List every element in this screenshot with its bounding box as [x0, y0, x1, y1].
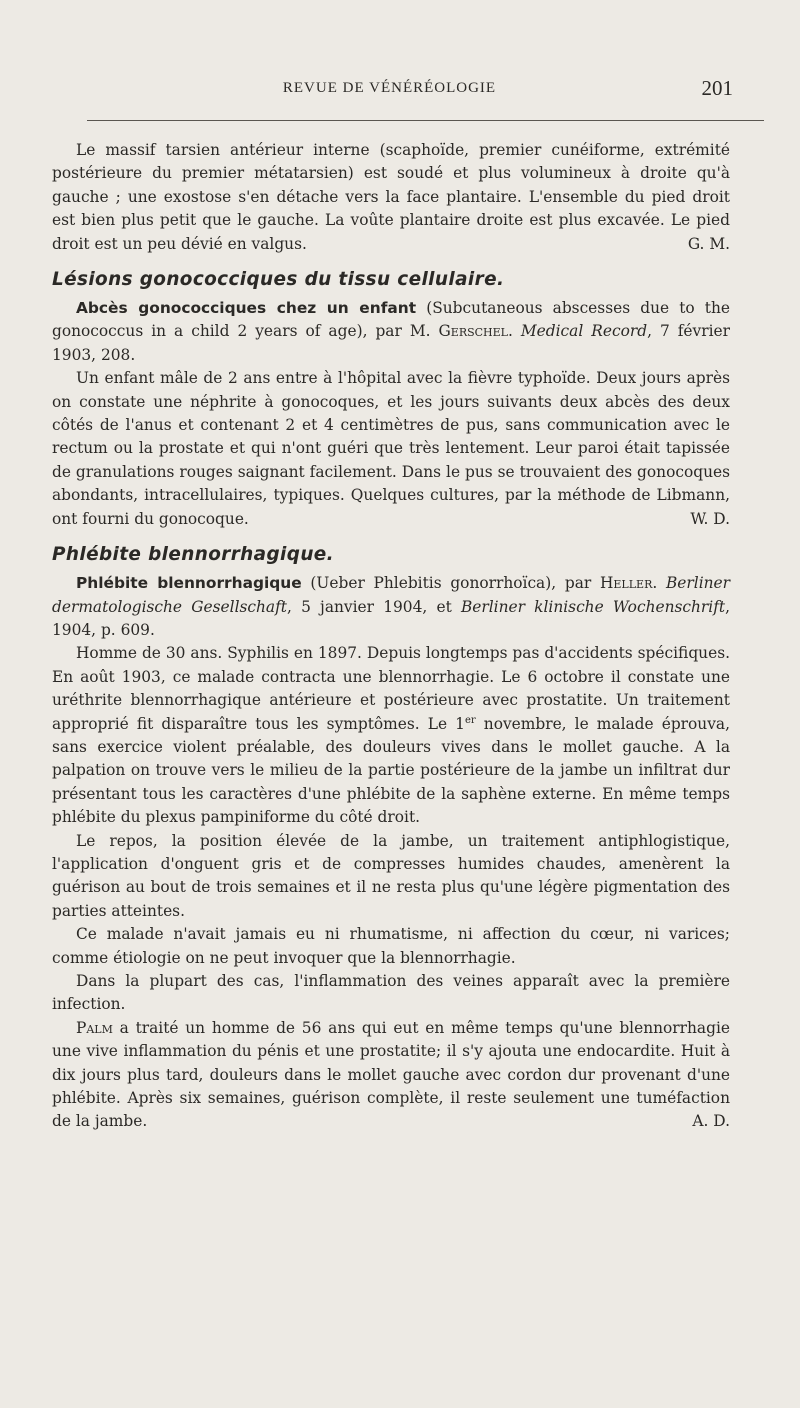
- phlebite-paragraph-5: [52, 1017, 730, 1134]
- intro-text: Le massif tarsien antérieur interne (scaphoïde, premier cunéiforme, extrémité postérieure du premier métatarsien) est soudé et plus volumineux à droite qu'à gauche ; une exostose s'en détache vers la face plantaire. L'ensemble du pied droit est bien plus petit que le gauche. La voûte plantaire droite est plus excavée. Le pied droit est un peu dévié en valgus.: [52, 141, 730, 253]
- abces-article-title: Abcès gonococciques chez un enfant: [76, 299, 417, 318]
- section-title-phlebite: Phlébite blennorrhagique.: [52, 544, 335, 566]
- phlebite-article-title: Phlébite blennorrhagique: [76, 574, 302, 593]
- intro-signature: G. M.: [687, 234, 730, 253]
- phlebite-paragraph-3: Ce malade n'avait jamais eu ni rhumatisme, ni affection du cœur, ni varices; comme étiologie on ne peut invoquer que la blennorrhagie.: [52, 925, 730, 967]
- phlebite-paragraph-1: [52, 642, 730, 829]
- phlebite-paragraph-2: Le repos, la position élevée de la jambe, un traitement antiphlogistique, l'application d'onguent gris et de compresses humides chaudes, amenèrent la guérison au bout de trois semaines et il ne resta plus qu'une légère pigmentation des parties atteintes.: [52, 831, 730, 920]
- phlebite-signature: A. D.: [692, 1112, 730, 1131]
- abces-ref-after: , 7 février 1903, 208.: [52, 322, 730, 364]
- intro-paragraph: [52, 139, 730, 256]
- header-rule: [87, 120, 764, 121]
- abces-body-text: Un enfant mâle de 2 ans entre à l'hôpital avec la fièvre typhoïde. Deux jours après on constate une néphrite à gonocoques, et les jours suivants deux abcès des deux côtés de l'anus et contenant 2 et 4 centimètres de pus, sans communication avec le rectum ou la prostate et qui n'ont guéri que très lentement. Leur paroi était tapissée de granulations rouges saignant facilement. Dans le pus se trouvaient des gonocoques abondants, intracellulaires, typiques. Quelques cultures, par la méthode de Libmann, ont fourni du gonocoque.: [52, 369, 730, 528]
- abces-author: Gerschel: [438, 322, 508, 341]
- phlebite-p1-sup: er: [464, 714, 476, 726]
- phlebite-journal-1: Berliner dermatologische Gesellschaft: [52, 574, 730, 616]
- section-title-lesions: Lésions gonococciques du tissu cellulaire.: [52, 269, 505, 291]
- abces-journal: Medical Record: [520, 322, 648, 341]
- phlebite-ref-sep: .: [652, 574, 658, 593]
- phlebite-ref-before: (Ueber Phlebitis gonorrhoïca), par: [310, 574, 592, 593]
- phlebite-paragraph-4: Dans la plupart des cas, l'inflammation des veines apparaît avec la première infection.: [52, 972, 730, 1014]
- page-content: [52, 139, 730, 1134]
- running-head: REVUE DE VÉNÉRÉOLOGIE: [282, 80, 497, 96]
- abces-signature: W. D.: [690, 509, 730, 528]
- palm-author: Palm: [76, 1018, 113, 1037]
- page-number: 201: [701, 76, 733, 100]
- phlebite-ref-mid: , 5 janvier 1904, et: [286, 597, 452, 616]
- phlebite-p5-text: a traité un homme de 56 ans qui eut en même temps qu'une blennorrhagie une vive inflammation du pénis et une prostatite; il s'y ajouta une endocardite. Huit à dix jours plus tard, douleurs dans le mollet gauche avec cordon dur provenant d'une phlébite. Après six semaines, guérison complète, il reste seulement une tuméfaction de la jambe.: [52, 1018, 730, 1131]
- abces-body: [52, 367, 730, 531]
- abces-reference: [52, 297, 730, 367]
- phlebite-reference: [52, 572, 730, 642]
- phlebite-p1-before: Homme de 30 ans. Syphilis en 1897. Depuis longtemps pas d'accidents spécifiques. En août 1903, ce malade contracta une blennorrhagie. Le 6 octobre il constate une uréthrite blennorrhagique antérieure et postérieure avec prostatite. Un traitement approprié fit disparaître tous les symptômes. Le 1: [52, 644, 730, 733]
- abces-ref-before: (Subcutaneous abscesses due to the gonococcus in a child 2 years of age), par M.: [52, 299, 730, 341]
- phlebite-ref-after: , 1904, p. 609.: [52, 597, 730, 639]
- phlebite-journal-2: Berliner klinische Wochenschrift: [460, 597, 726, 616]
- abces-ref-sep: .: [508, 322, 513, 341]
- page-header: [52, 76, 733, 106]
- phlebite-author: Heller: [599, 574, 653, 593]
- phlebite-p1-after: novembre, le malade éprouva, sans exercice violent préalable, des douleurs vives dans le mollet gauche. A la palpation on trouve vers le milieu de la partie postérieure de la jambe un infiltrat dur présentant tous les caractères d'une phlébite de la saphène externe. En même temps phlébite du plexus pampiniforme du côté droit.: [52, 714, 730, 827]
